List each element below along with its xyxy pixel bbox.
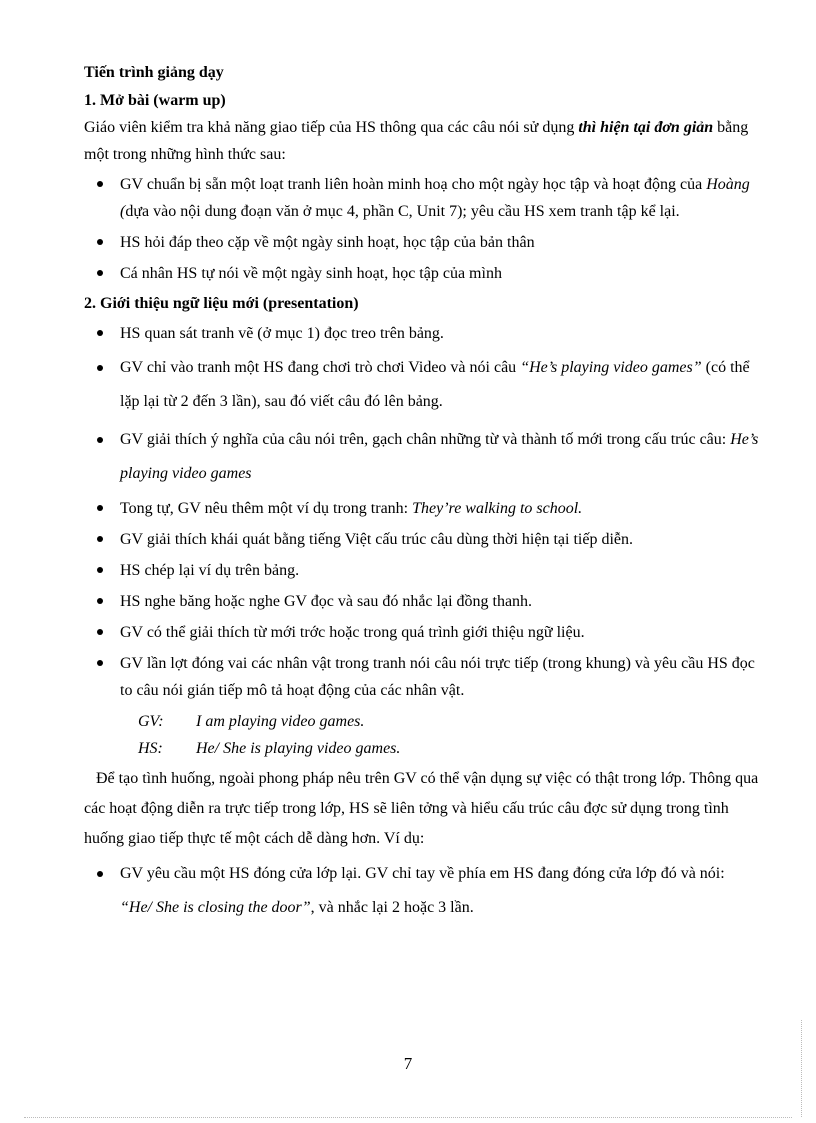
list-item-italic: “He’s playing video games” — [520, 359, 702, 376]
bullet-icon — [97, 239, 103, 245]
list-item-text-end: dựa vào nội dung đoạn văn ở mục 4, phần C, Unit 7); yêu cầu HS xem tranh tập kể lại. — [125, 203, 680, 220]
bullet-icon — [97, 536, 103, 542]
list-item-text: HS quan sát tranh vẽ (ở mục 1) đọc treo trên bảng. — [120, 325, 444, 342]
list-item-text: HS chép lại ví dụ trên bảng. — [120, 562, 300, 579]
page-border-right — [801, 1020, 802, 1117]
list-item-italic: “He/ She is closing the door” — [120, 899, 311, 916]
bullet-icon — [97, 505, 103, 511]
list-item-text: HS nghe băng hoặc nghe GV đọc và sau đó nhắc lại đồng thanh. — [120, 593, 533, 610]
list-item-italic: They’re walking to school. — [412, 500, 583, 517]
list-item — [84, 229, 760, 256]
section-1-title: 1. Mở bài (warm up) — [84, 92, 226, 109]
document-page — [84, 60, 760, 929]
dialogue-line — [138, 735, 760, 762]
page-border-bottom — [24, 1117, 792, 1118]
list-item — [84, 320, 760, 347]
section-2-bullets — [84, 320, 760, 704]
page-number: 7 — [403, 1054, 413, 1073]
list-item — [84, 857, 760, 925]
dialogue-speaker: GV: — [138, 713, 164, 730]
section-2-final-bullets — [84, 857, 760, 925]
list-item — [84, 619, 760, 646]
list-item — [84, 526, 760, 553]
bullet-icon — [97, 365, 103, 371]
bullet-icon — [97, 629, 103, 635]
list-item — [84, 557, 760, 584]
bullet-icon — [97, 567, 103, 573]
list-item-text: GV giải thích ý nghĩa của câu nói trên, gạch chân những từ và thành tố mới trong cấu trúc câu: — [120, 431, 731, 448]
dialogue-text: I am playing video games. — [196, 713, 365, 730]
list-item-text: GV có thể giải thích từ mới trớc hoặc trong quá trình giới thiệu ngữ liệu. — [120, 624, 585, 641]
intro-emphasis: thì hiện tại đơn giản — [578, 119, 714, 136]
list-item — [84, 260, 760, 287]
bullet-icon — [97, 270, 103, 276]
bullet-icon — [97, 598, 103, 604]
document-heading: Tiến trình giảng dạy — [84, 64, 224, 81]
list-item-italic: Hoàng ( — [120, 176, 750, 220]
list-item-text: GV giải thích khái quát bằng tiếng Việt cấu trúc câu dùng thời hiện tại tiếp diễn. — [120, 531, 633, 548]
list-item — [84, 495, 760, 522]
list-item-text-end: (có thể lặp lại từ 2 đến 3 lần), sau đó viết câu đó lên bảng. — [120, 359, 750, 410]
list-item — [84, 423, 760, 491]
dialogue-text: He/ She is playing video games. — [196, 740, 401, 757]
bullet-icon — [97, 330, 103, 336]
list-item — [84, 650, 760, 704]
section-1-bullets — [84, 171, 760, 287]
list-item — [84, 171, 760, 225]
section-2-title: 2. Giới thiệu ngữ liệu mới (presentation) — [84, 295, 359, 312]
list-item-text: GV chỉ vào tranh một HS đang chơi trò chơi Video và nói câu — [120, 359, 521, 376]
bullet-icon — [97, 871, 103, 877]
dialogue-line — [138, 708, 760, 735]
section-1-intro — [84, 114, 760, 168]
dialogue-speaker: HS: — [138, 740, 163, 757]
list-item — [84, 351, 760, 419]
list-item-text: HS hỏi đáp theo cặp về một ngày sinh hoạt, học tập của bản thân — [120, 234, 535, 251]
list-item-text: GV chuẩn bị sẵn một loạt tranh liên hoàn minh hoạ cho một ngày học tập và hoạt động của — [120, 176, 707, 193]
bullet-icon — [97, 437, 103, 443]
intro-text: Giáo viên kiểm tra khả năng giao tiếp của HS thông qua các câu nói sử dụng — [84, 119, 579, 136]
list-item-text-end: , và nhắc lại 2 hoặc 3 lần. — [310, 899, 474, 916]
section-2-paragraph: Để tạo tình huống, ngoài phong pháp nêu trên GV có thể vận dụng sự việc có thật trong lớp. Thông qua các hoạt động diễn ra trực tiếp trong lớp, HS sẽ liên tởng và hiểu cấu trúc câu đợc sử dụng trong tình huống giao tiếp thực tế một cách dễ dàng hơn. Ví dụ: — [84, 770, 759, 847]
list-item-text: GV lần lợt đóng vai các nhân vật trong tranh nói câu nói trực tiếp (trong khung) và yêu cầu HS đọc to câu nói gián tiếp mô tả hoạt động của các nhân vật. — [120, 655, 755, 699]
list-item — [84, 588, 760, 615]
intro-text-end: bằng một trong những hình thức sau: — [84, 119, 749, 163]
list-item-text: GV yêu cầu một HS đóng cửa lớp lại. GV chỉ tay về phía em HS đang đóng cửa lớp đó và nói: — [120, 865, 725, 882]
bullet-icon — [97, 181, 103, 187]
list-item-text: Tong tự, GV nêu thêm một ví dụ trong tranh: — [120, 500, 413, 517]
list-item-text: Cá nhân HS tự nói về một ngày sinh hoạt, học tập của mình — [120, 265, 502, 282]
list-item-italic: He’s playing video games — [120, 431, 759, 482]
bullet-icon — [97, 660, 103, 666]
